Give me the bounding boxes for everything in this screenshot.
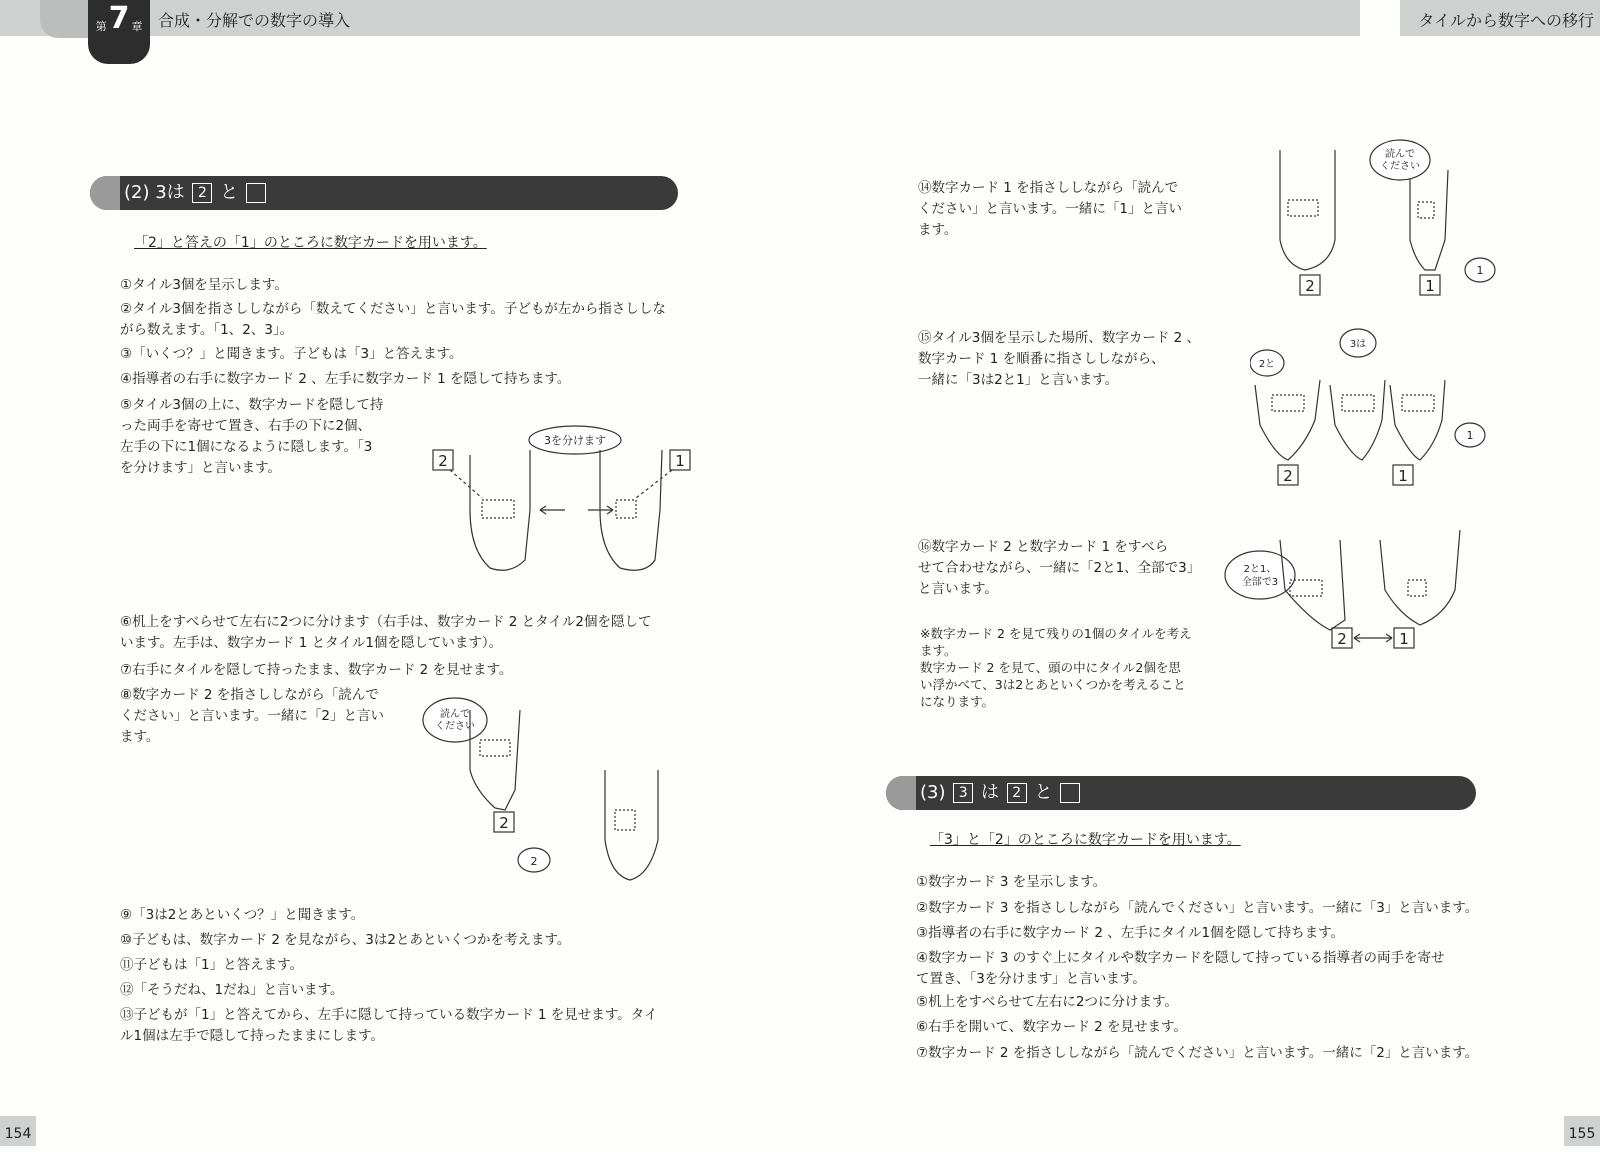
chapter-suffix: 章 [131,20,143,33]
right-page-title: タイルから数字への移行 [1418,11,1594,30]
header-curve [1360,0,1400,36]
svg-text:1: 1 [1476,264,1484,277]
right-step-3-6: ⑥右手を開いて、数字カード 2 を見せます。 [916,1019,1187,1035]
section-3-intro: 「3」と「2」のところに数字カードを用います。 [930,832,1241,848]
svg-text:全部で3: 全部で3 [1241,577,1279,588]
right-step-15: ⑮タイル3個を呈示した場所、数字カード 2 、 数字カード 1 を順番に指さししながら、 一緒に「3は2と1」と言います。 [918,330,1200,388]
right-note: ※数字カード 2 を見て残りの1個のタイルを考え ます。 数字カード 2 を見て、頭の中にタイル2個を思 い浮かべて、3は2とあといくつかを考えること になります。 [920,626,1192,709]
right-step-16: ⑯数字カード 2 と数字カード 1 をすべら せて合わせながら、一緒に「2と1、全部で3」 と言います。 [918,539,1201,597]
left-step-8: ⑧数字カード 2 を指さししながら「読んで ください」と言います。一緒に「2」と言い ます。 [120,687,385,745]
combine-cards-illustration [1220,530,1480,670]
split-bubble-text: 3を分けます [544,434,606,447]
left-step-10: ⑩子どもは、数字カード 2 を見ながら、3は2とあといくつかを考えます。 [120,932,571,948]
chapter-badge [88,0,150,64]
section-3-bar [886,776,1476,810]
section-2-title: (2) 3は 2 と [124,182,268,203]
svg-text:1: 1 [1425,277,1435,295]
svg-text:1: 1 [1399,630,1409,648]
left-step-6: ⑥机上をすべらせて左右に2つに分けます（右手は、数字カード 2 とタイル2個を隠して います。左手は、数字カード 1 とタイル1個を隠しています）。 [120,614,652,651]
right-hand-icon [470,450,530,570]
read-bubble-text: 読んで [440,709,470,720]
left-step-13: ⑬子どもが「1」と答えてから、左手に隠して持っている数字カード 1 を見せます。タイ ル1個は左手で隠して持ったままにします。 [120,1007,658,1044]
card-2-label: 2 [499,814,509,832]
read-card-1-illustration [1270,130,1510,305]
left-step-3: ③「いくつ？」と聞きます。子どもは「3」と答えます。 [120,346,463,362]
left-hand-icon [1380,530,1460,625]
svg-text:1: 1 [1466,429,1474,442]
three-is-two-and-one-illustration [1250,325,1500,500]
svg-text:2: 2 [1305,277,1315,295]
left-step-5: ⑤タイル3個の上に、数字カードを隠して持 った両手を寄せて置き、右手の下に2個、 左手の下に1個になるように隠します。「3 を分けます」と言います。 [120,397,384,476]
read-card-2-illustration [420,690,680,900]
svg-text:2: 2 [1337,630,1347,648]
chapter-prefix: 第 [95,20,107,33]
right-step-3-7: ⑦数字カード 2 を指さししながら「読んでください」と言います。一緒に「2」と言います。 [916,1045,1479,1061]
left-hand-icon [605,770,658,880]
hand-2-icon [1330,380,1385,460]
right-step-3-2: ②数字カード 3 を指さししながら「読んでください」と言います。一緒に「3」と言います。 [916,900,1479,916]
page-number-right: 155 [1564,1116,1600,1146]
right-step-14: ⑭数字カード 1 を指さししながら「読んで ください」と言います。一緒に「1」と言い ます。 [918,180,1183,238]
svg-text:2と1、: 2と1、 [1243,564,1277,575]
blank-box-icon [246,183,266,203]
read-bubble-icon [1370,140,1430,180]
left-step-11: ⑪子どもは「1」と答えます。 [120,957,304,973]
right-step-3-4: ④数字カード 3 のすぐ上にタイルや数字カードを隠して持っている指導者の両手を寄せ て置き、「3を分けます」と言います。 [916,950,1445,987]
card-1-label: 1 [675,452,685,470]
blank-box-icon [1060,783,1080,803]
answer-bubble-text: 2 [530,855,538,868]
left-step-1: ①タイル3個を呈示します。 [120,277,288,293]
read-bubble-icon [423,698,487,742]
page-number-left: 154 [0,1116,36,1146]
chapter-title: 合成・分解での数字の導入 [158,11,351,30]
svg-text:2: 2 [1283,467,1293,485]
left-step-12: ⑫「そうだね、1だね」と言います。 [120,982,344,998]
svg-text:読んで: 読んで [1385,149,1415,160]
card-2-label: 2 [438,452,448,470]
section-2-bar [90,176,678,210]
svg-text:ください: ください [435,721,475,732]
left-step-7: ⑦右手にタイルを隠して持ったまま、数字カード 2 を見せます。 [120,662,513,678]
right-step-3-1: ①数字カード 3 を呈示します。 [916,874,1107,890]
hand-3-icon [1390,380,1445,460]
bubble-total-icon [1225,551,1295,599]
svg-text:2と: 2と [1258,359,1276,370]
right-step-3-5: ⑤机上をすべらせて左右に2つに分けます。 [916,994,1178,1010]
split-hands-illustration [430,410,710,590]
left-step-9: ⑨「3は2とあといくつ？」と聞きます。 [120,907,365,923]
hand-1-icon [1255,380,1320,460]
svg-text:ください: ください [1380,161,1420,172]
section-3-title: (3) 3 は 2 と [920,782,1082,803]
section-2-intro: 「2」と答えの「1」のところに数字カードを用います。 [134,235,487,251]
left-step-2: ②タイル3個を指さししながら「数えてください」と言います。子どもが左から指さししな がら数えます。「1、2、3」。 [120,301,666,338]
svg-text:3は: 3は [1349,339,1367,350]
chapter-number: 7 [108,1,130,36]
svg-text:1: 1 [1398,467,1408,485]
left-step-4: ④指導者の右手に数字カード 2 、左手に数字カード 1 を隠して持ちます。 [120,371,571,387]
pointing-hand-icon [1410,170,1448,270]
right-step-3-3: ③指導者の右手に数字カード 2 、左手にタイル1個を隠して持ちます。 [916,925,1345,941]
